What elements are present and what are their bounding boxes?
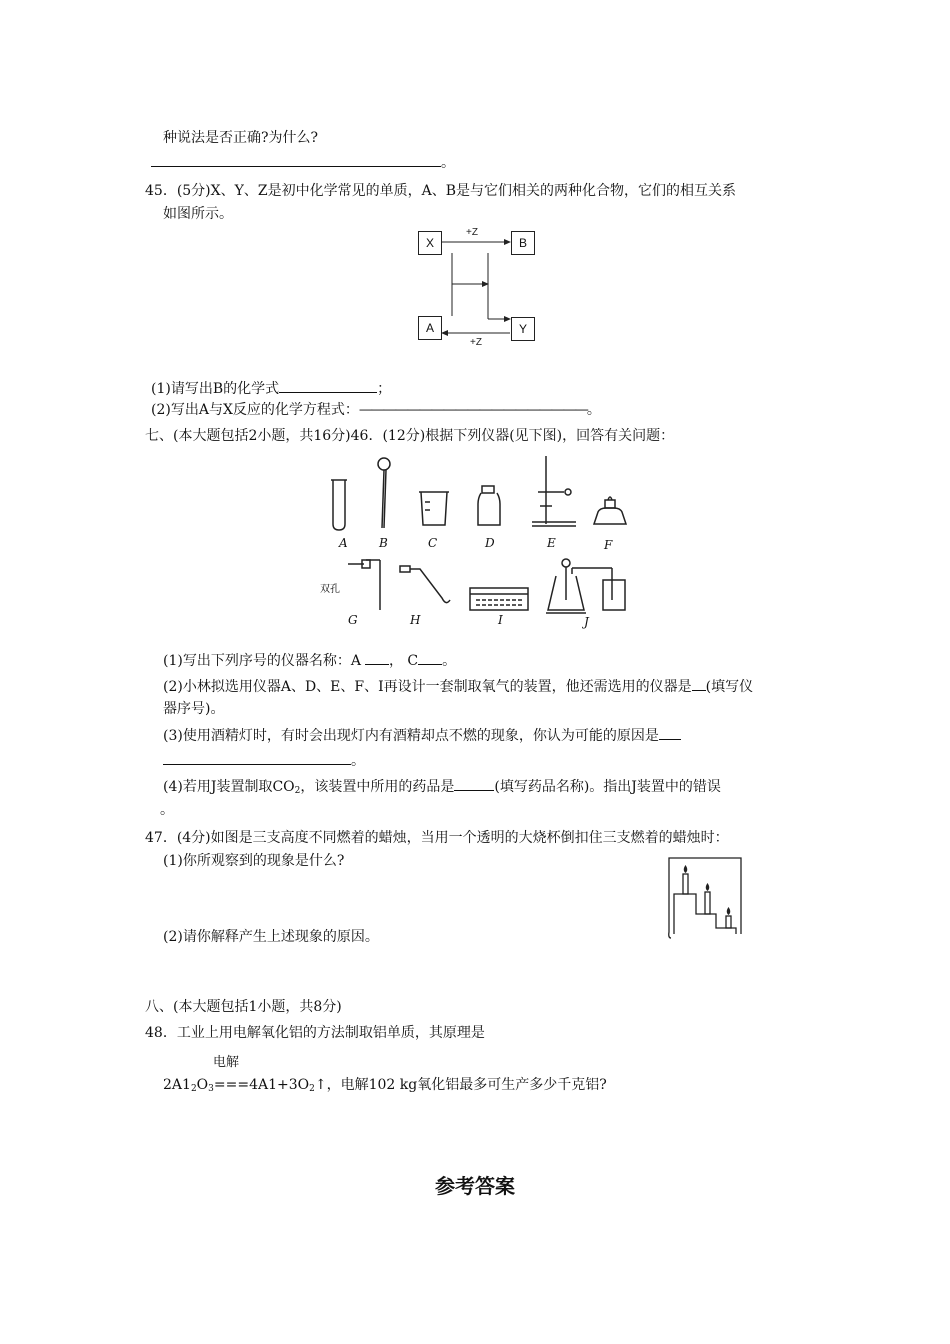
q44-answer-line[interactable]: 。	[151, 152, 455, 172]
q46-part2-line1: (2)小林拟选用仪器A、D、E、F、I再设计一套制取氧气的装置，他还需选用的仪器是 (填写仪	[163, 676, 753, 696]
q48-equation: $2A1_2O_3===4A1+3O_2↑$，电解102 kg氧化铝最多可生产多少千克铝?	[163, 1077, 607, 1094]
bent-tube-icon	[400, 566, 450, 603]
flame-1	[684, 865, 688, 873]
candle-drawing	[666, 852, 746, 942]
tall-candle	[683, 874, 688, 894]
label-e: E	[547, 536, 556, 550]
q47-part1: (1)你所观察到的现象是什么?	[163, 853, 345, 869]
label-i: I	[498, 613, 503, 627]
section8-header: 八、(本大题包括1小题，共8分)	[145, 999, 342, 1015]
label-h: H	[410, 613, 421, 627]
water-trough-icon	[470, 588, 528, 610]
label-d: D	[485, 536, 495, 550]
node-x: X	[418, 231, 442, 255]
q46-part3-line1: (3)使用酒精灯时，有时会出现灯内有酒精却点不燃的现象，你认为可能的原因是	[163, 725, 681, 745]
q46-part1-blank-a[interactable]	[365, 650, 389, 665]
wide-mouth-bottle-icon	[478, 486, 500, 525]
section7-line: 七、(本大题包括2小题，共16分)46．(12分)根据下列仪器(见下图)，回答有关问题：	[145, 428, 675, 444]
q46-part3-blank-a[interactable]	[659, 725, 681, 740]
label-j: J	[584, 615, 589, 629]
stopper-label: 双孔	[320, 584, 340, 595]
apparatus-drawing	[318, 450, 638, 630]
node-a: A	[418, 316, 442, 340]
gas-generation-apparatus-icon	[546, 559, 625, 613]
q45-relation-diagram	[418, 222, 538, 347]
q45-part1-blank[interactable]	[279, 378, 377, 393]
apparatus-figure	[318, 450, 638, 630]
node-y: Y	[511, 317, 535, 341]
label-f: F	[604, 538, 613, 552]
two-hole-stopper-icon	[348, 560, 380, 610]
q46-part2-line2: 器序号)。	[163, 701, 225, 717]
glass-rod-funnel-icon	[378, 458, 390, 528]
candle-beaker-figure	[666, 852, 746, 942]
q44-tail-text: 种说法是否正确?为什么?	[163, 130, 319, 146]
label-c: C	[428, 536, 438, 550]
q45-part2: (2)写出A与X反应的化学方程式：———————————————————。	[151, 402, 601, 418]
q48-condition: 电解	[213, 1055, 240, 1070]
q46-part4-end: 。	[160, 802, 174, 818]
q46-part2-blank[interactable]	[692, 676, 706, 691]
q45-part1: (1)请写出B的化学式 ；	[151, 378, 391, 398]
q46-part4-blank[interactable]	[454, 776, 494, 791]
q46-part3-blank-b[interactable]	[163, 750, 351, 765]
q46-part1-blank-c[interactable]	[418, 650, 442, 665]
middle-candle	[705, 892, 710, 914]
q46-part1: (1)写出下列序号的仪器名称：A ， C 。	[163, 650, 456, 670]
diagram-top-label: +Z	[466, 227, 478, 238]
node-b: B	[511, 231, 535, 255]
label-g: G	[348, 613, 358, 627]
diagram-bottom-label: +Z	[470, 337, 482, 347]
beaker-icon	[419, 492, 449, 525]
q45-stem-line2: 如图所示。	[163, 206, 233, 222]
q47-part2: (2)请你解释产生上述现象的原因。	[163, 929, 379, 945]
test-tube-icon	[331, 480, 347, 530]
flame-3	[727, 907, 731, 915]
label-a: A	[339, 536, 348, 550]
flame-2	[706, 883, 710, 891]
label-b: B	[379, 536, 388, 550]
q46-part4: (4)若用J装置制取$CO_2$，该装置中所用的药品是 (填写药品名称)。指出J装置中的错误	[163, 776, 721, 796]
iron-stand-icon	[532, 456, 576, 526]
q46-part3-line2: 。	[163, 750, 365, 770]
q48-line1: 48．工业上用电解氧化铝的方法制取铝单质，其原理是	[145, 1025, 485, 1041]
q45-part2-dashes: ———————————————————	[358, 402, 587, 418]
short-candle	[726, 916, 731, 928]
q47-stem: 47．(4分)如图是三支高度不同燃着的蜡烛，当用一个透明的大烧杯倒扣住三支燃着的蜡烛时：	[145, 830, 729, 846]
answer-heading: 参考答案	[435, 1174, 515, 1198]
q45-stem-line1: 45．(5分)X、Y、Z是初中化学常见的单质，A、B是与它们相关的两种化合物，它们的相互关系	[145, 183, 736, 199]
alcohol-lamp-icon	[594, 497, 626, 524]
